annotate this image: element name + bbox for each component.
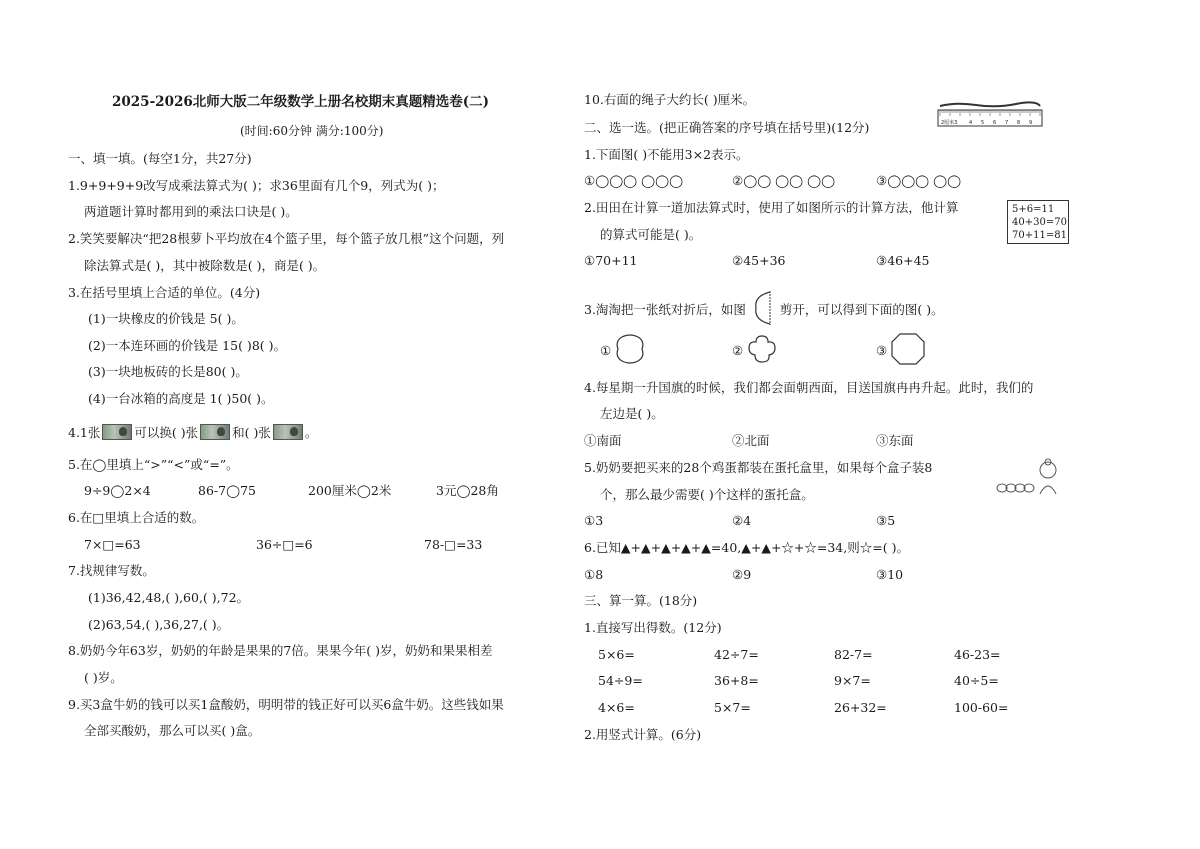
- question-8-line-2: ( )岁。: [84, 670, 123, 685]
- choice-4-option-2: ②北面: [732, 433, 770, 448]
- page-title: 2025-2026北师大版二年级数学上册名校期末真题精选卷(二): [112, 94, 490, 110]
- question-7-item-2: (2)63,54,( ),36,27,( )。: [88, 617, 230, 632]
- question-6-option-3: 78-□=33: [424, 537, 483, 552]
- ruler-label: 6: [993, 120, 997, 126]
- choice-2-option-1: ①70+11: [584, 253, 638, 268]
- ruler-with-rope: [936, 100, 1044, 128]
- choice-5-option-2: ②4: [732, 513, 752, 528]
- calc-item: 82-7=: [834, 647, 873, 662]
- choice-3-option-2: ②: [732, 343, 744, 358]
- choice-1: 1.下面图( )不能用3×2表示。: [584, 147, 749, 162]
- ruler-label: 8: [1017, 120, 1021, 126]
- choice-5-option-1: ①3: [584, 513, 604, 528]
- section-2-heading: 二、选一选。(把正确答案的序号填在括号里)(12分): [584, 120, 870, 135]
- calc-item: 40÷5=: [954, 673, 999, 688]
- question-4-end: 。: [304, 425, 318, 440]
- ruler-label: 7: [1005, 120, 1009, 126]
- question-3: 3.在括号里填上合适的单位。(4分): [68, 285, 261, 300]
- choice-6-option-3: ③10: [876, 567, 904, 582]
- question-1-line-1: 1.9+9+9+9改写成乘法算式为( )；求36里面有几个9，列式为( )；: [68, 178, 445, 193]
- choice-1-option-3: ③◯◯◯ ◯◯: [876, 173, 962, 188]
- choice-4-line-1: 4.每星期一升国旗的时候，我们都会面朝西面，目送国旗冉冉升起。此时，我们的: [584, 380, 1034, 395]
- choice-2-line-1: 2.田田在计算一道加法算式时，使用了如图所示的计算方法，他计算: [584, 200, 959, 215]
- calc-item: 54÷9=: [598, 673, 643, 688]
- choice-5-option-3: ③5: [876, 513, 896, 528]
- choice-6: 6.已知▲+▲+▲+▲+▲=40,▲+▲+☆+☆=34,则☆=( )。: [584, 540, 909, 555]
- section-1-heading: 一、填一填。(每空1分，共27分): [68, 151, 252, 166]
- calc-step: 5+6=11: [1012, 204, 1055, 215]
- calc-part-2-heading: 2.用竖式计算。(6分): [584, 727, 702, 742]
- banknote-icon: [273, 424, 303, 440]
- calc-item: 5×6=: [598, 647, 635, 662]
- question-5-option-3: 200厘米◯2米: [308, 483, 392, 498]
- calc-item: 42÷7=: [714, 647, 759, 662]
- choice-2-option-2: ②45+36: [732, 253, 786, 268]
- question-9-line-2: 全部买酸奶，那么可以买( )盒。: [84, 723, 261, 738]
- question-5-option-1: 9÷9◯2×4: [84, 483, 151, 498]
- question-7-item-1: (1)36,42,48,( ),60,( ),72。: [88, 590, 250, 605]
- question-3-item-3: (3)一块地板砖的长是80( )。: [88, 364, 248, 379]
- choice-5-line-2: 个，那么最少需要( )个这样的蛋托盒。: [600, 487, 814, 502]
- banknote-icon: [200, 424, 230, 440]
- question-6-option-1: 7×□=63: [84, 537, 141, 552]
- question-4: [68, 424, 317, 441]
- question-8-line-1: 8.奶奶今年63岁，奶奶的年龄是果果的7倍。果果今年( )岁，奶奶和果果相差: [68, 643, 493, 658]
- question-7: 7.找规律写数。: [68, 563, 155, 578]
- question-5-option-2: 86-7◯75: [198, 483, 256, 498]
- flower-shape-icon: [746, 333, 778, 365]
- choice-3-option-1: ①: [600, 343, 612, 358]
- grandma-with-eggs-icon: [994, 458, 1062, 498]
- choice-6-option-1: ①8: [584, 567, 604, 582]
- choice-1-option-2: ②◯◯ ◯◯ ◯◯: [732, 173, 836, 188]
- question-5-option-4: 3元◯28角: [436, 483, 499, 498]
- choice-3: [584, 290, 944, 326]
- ruler-label: 4: [969, 120, 973, 126]
- calc-item: 9×7=: [834, 673, 871, 688]
- question-2-line-2: 除法算式是( )，其中被除数是( )，商是( )。: [84, 258, 326, 273]
- choice-4-option-3: ③东面: [876, 433, 914, 448]
- choice-4-option-1: ①南面: [584, 433, 622, 448]
- choice-1-option-1: ①◯◯◯ ◯◯◯: [584, 173, 684, 188]
- choice-2-line-2: 的算式可能是( )。: [600, 227, 702, 242]
- banknote-icon: [102, 424, 132, 440]
- choice-3-option-3: ③: [876, 343, 888, 358]
- ruler-label: 5: [981, 120, 985, 126]
- question-1-line-2: 两道题计算时都用到的乘法口诀是( )。: [84, 204, 298, 219]
- choice-3-prefix: 3.淘淘把一张纸对折后，如图: [584, 302, 746, 317]
- ruler-label: 9: [1029, 120, 1033, 126]
- calc-item: 46-23=: [954, 647, 1001, 662]
- section-3-heading: 三、算一算。(18分): [584, 593, 698, 608]
- calc-part-1-heading: 1.直接写出得数。(12分): [584, 620, 722, 635]
- question-4-mid-2: 和( )张: [232, 425, 271, 440]
- folded-paper-cut-icon: [750, 290, 776, 326]
- question-6: 6.在□里填上合适的数。: [68, 510, 205, 525]
- octagon-shape-icon: [890, 332, 926, 366]
- rope-line: [940, 102, 1040, 106]
- calc-item: 5×7=: [714, 700, 751, 715]
- calc-item: 26+32=: [834, 700, 887, 715]
- rounded-cloud-shape-icon: [614, 333, 646, 365]
- calc-step: 70+11=81: [1012, 230, 1067, 241]
- choice-5-line-1: 5.奶奶要把买来的28个鸡蛋都装在蛋托盒里，如果每个盒子装8: [584, 460, 933, 475]
- calc-step: 40+30=70: [1012, 217, 1067, 228]
- page-subtitle: (时间:60分钟 满分:100分): [240, 124, 384, 138]
- choice-3-suffix: 剪开，可以得到下面的图( )。: [779, 302, 944, 317]
- question-10: 10.右面的绳子大约长( )厘米。: [584, 92, 756, 107]
- question-9-line-1: 9.买3盒牛奶的钱可以买1盒酸奶，明明带的钱正好可以买6盒牛奶。这些钱如果: [68, 697, 504, 712]
- question-3-item-2: (2)一本连环画的价钱是 15( )8( )。: [88, 338, 286, 353]
- calc-item: 36+8=: [714, 673, 759, 688]
- question-4-mid-1: 可以换( )张: [134, 425, 199, 440]
- choice-2-option-3: ③46+45: [876, 253, 930, 268]
- question-3-item-4: (4)一台冰箱的高度是 1( )50( )。: [88, 391, 274, 406]
- choice-4-line-2: 左边是( )。: [600, 406, 664, 421]
- calc-item: 4×6=: [598, 700, 635, 715]
- question-3-item-1: (1)一块橡皮的价钱是 5( )。: [88, 311, 244, 326]
- question-4-prefix: 4.1张: [68, 425, 101, 440]
- ruler-label: 2厘米3: [941, 120, 958, 126]
- calculation-steps-box: [1007, 200, 1069, 244]
- question-5: 5.在◯里填上“>”“<”或“=”。: [68, 457, 239, 472]
- calc-item: 100-60=: [954, 700, 1009, 715]
- question-6-option-2: 36÷□=6: [256, 537, 313, 552]
- choice-6-option-2: ②9: [732, 567, 752, 582]
- question-2-line-1: 2.笑笑要解决“把28根萝卜平均放在4个篮子里，每个篮子放几根”这个问题，列: [68, 231, 505, 246]
